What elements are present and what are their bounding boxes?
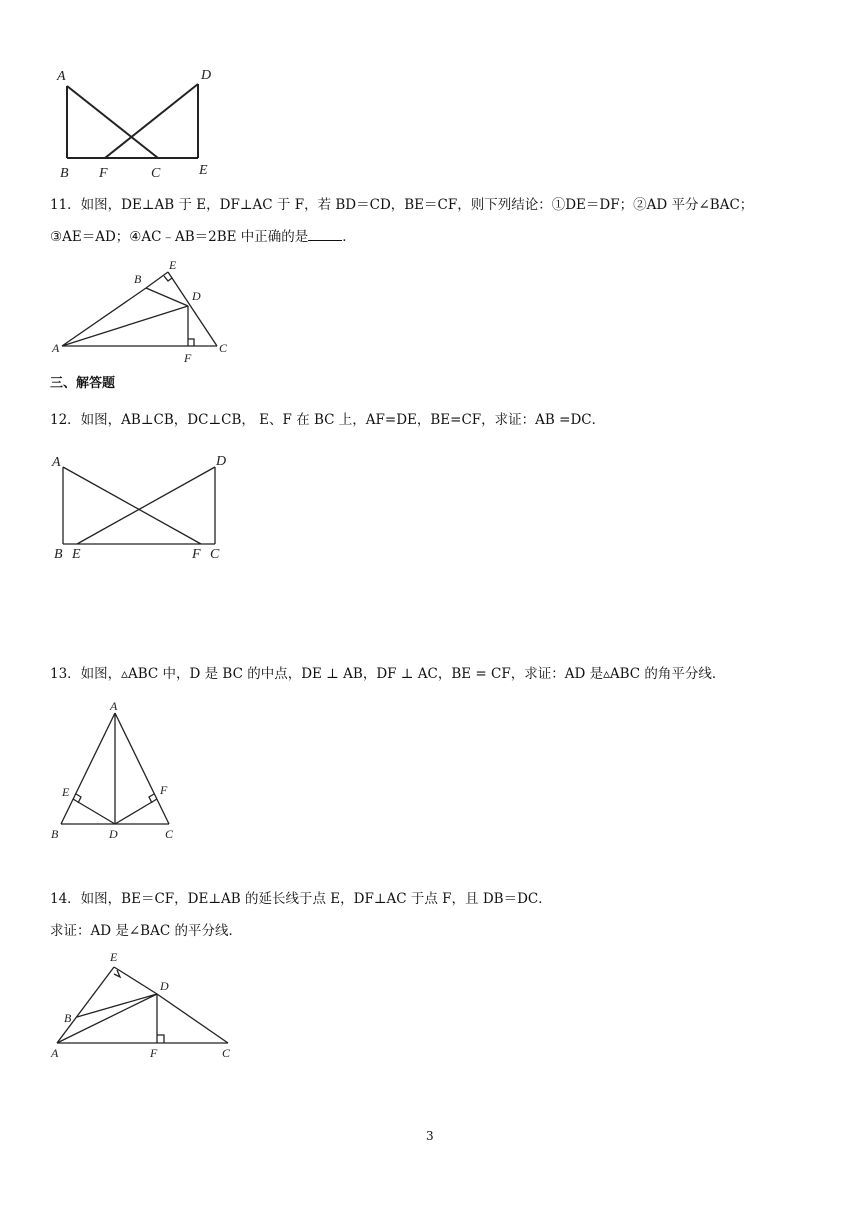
fig14-label-f: F <box>150 1046 158 1060</box>
fig12-label-f: F <box>192 547 201 562</box>
fig13-label-f: F <box>160 783 168 797</box>
fig11-label-b: B <box>134 272 142 286</box>
figure-q14-lines <box>57 967 228 1043</box>
fig12-label-d: D <box>216 454 227 469</box>
fig10-label-f: F <box>99 166 108 181</box>
fig11-label-f: F <box>184 351 192 365</box>
question-12-text: 12．如图，AB⊥CB，DC⊥CB， E、F 在 BC 上，AF=DE，BE=CF，求证：AB =DC． <box>50 412 606 428</box>
fig12-label-b: B <box>54 547 63 562</box>
fig14-label-c: C <box>222 1046 231 1060</box>
page-number: 3 <box>426 1129 434 1143</box>
fig12-label-e: E <box>72 547 81 562</box>
fig13-label-d: D <box>109 827 118 841</box>
fig10-label-d: D <box>201 68 212 83</box>
fig14-label-b: B <box>64 1011 72 1025</box>
fig12-label-c: C <box>210 547 220 562</box>
fig11-label-a: A <box>52 341 60 355</box>
question-14-line1: 14．如图，BE＝CF，DE⊥AB 的延长线于点 E，DF⊥AC 于点 F，且 DB＝DC． <box>50 891 552 907</box>
fig10-label-c: C <box>151 166 161 181</box>
fig10-label-e: E <box>199 163 208 178</box>
fig14-label-a: A <box>51 1046 59 1060</box>
fig14-label-e: E <box>110 950 118 964</box>
fig12-label-a: A <box>52 455 61 470</box>
fig13-label-a: A <box>110 699 118 713</box>
fig11-label-d: D <box>192 289 201 303</box>
question-11-line2-end: ． <box>342 229 356 245</box>
fig10-label-a: A <box>57 69 66 84</box>
question-11-line1: 11．如图，DE⊥AB 于 E，DF⊥AC 于 F，若 BD＝CD，BE＝CF，则下列结论：①DE＝DF；②AD 平分∠BAC； <box>50 197 754 213</box>
fig11-label-e: E <box>169 258 177 272</box>
fig13-label-e: E <box>62 785 70 799</box>
fig14-label-d: D <box>160 979 169 993</box>
fig13-label-c: C <box>165 827 174 841</box>
fig10-label-b: B <box>60 166 69 181</box>
question-14-line2: 求证：AD 是∠BAC 的平分线． <box>50 923 242 939</box>
question-13-text: 13．如图，▵ABC 中，D 是 BC 的中点，DE ⊥ AB，DF ⊥ AC，BE = CF，求证：AD 是▵ABC 的角平分线． <box>50 666 726 682</box>
section-title: 三、解答题 <box>50 376 116 391</box>
fig13-label-b: B <box>51 827 59 841</box>
question-11-line2-text: ③AE＝AD；④AC﹣AB＝2BE 中正确的是 <box>50 229 309 245</box>
fig11-label-c: C <box>219 341 228 355</box>
